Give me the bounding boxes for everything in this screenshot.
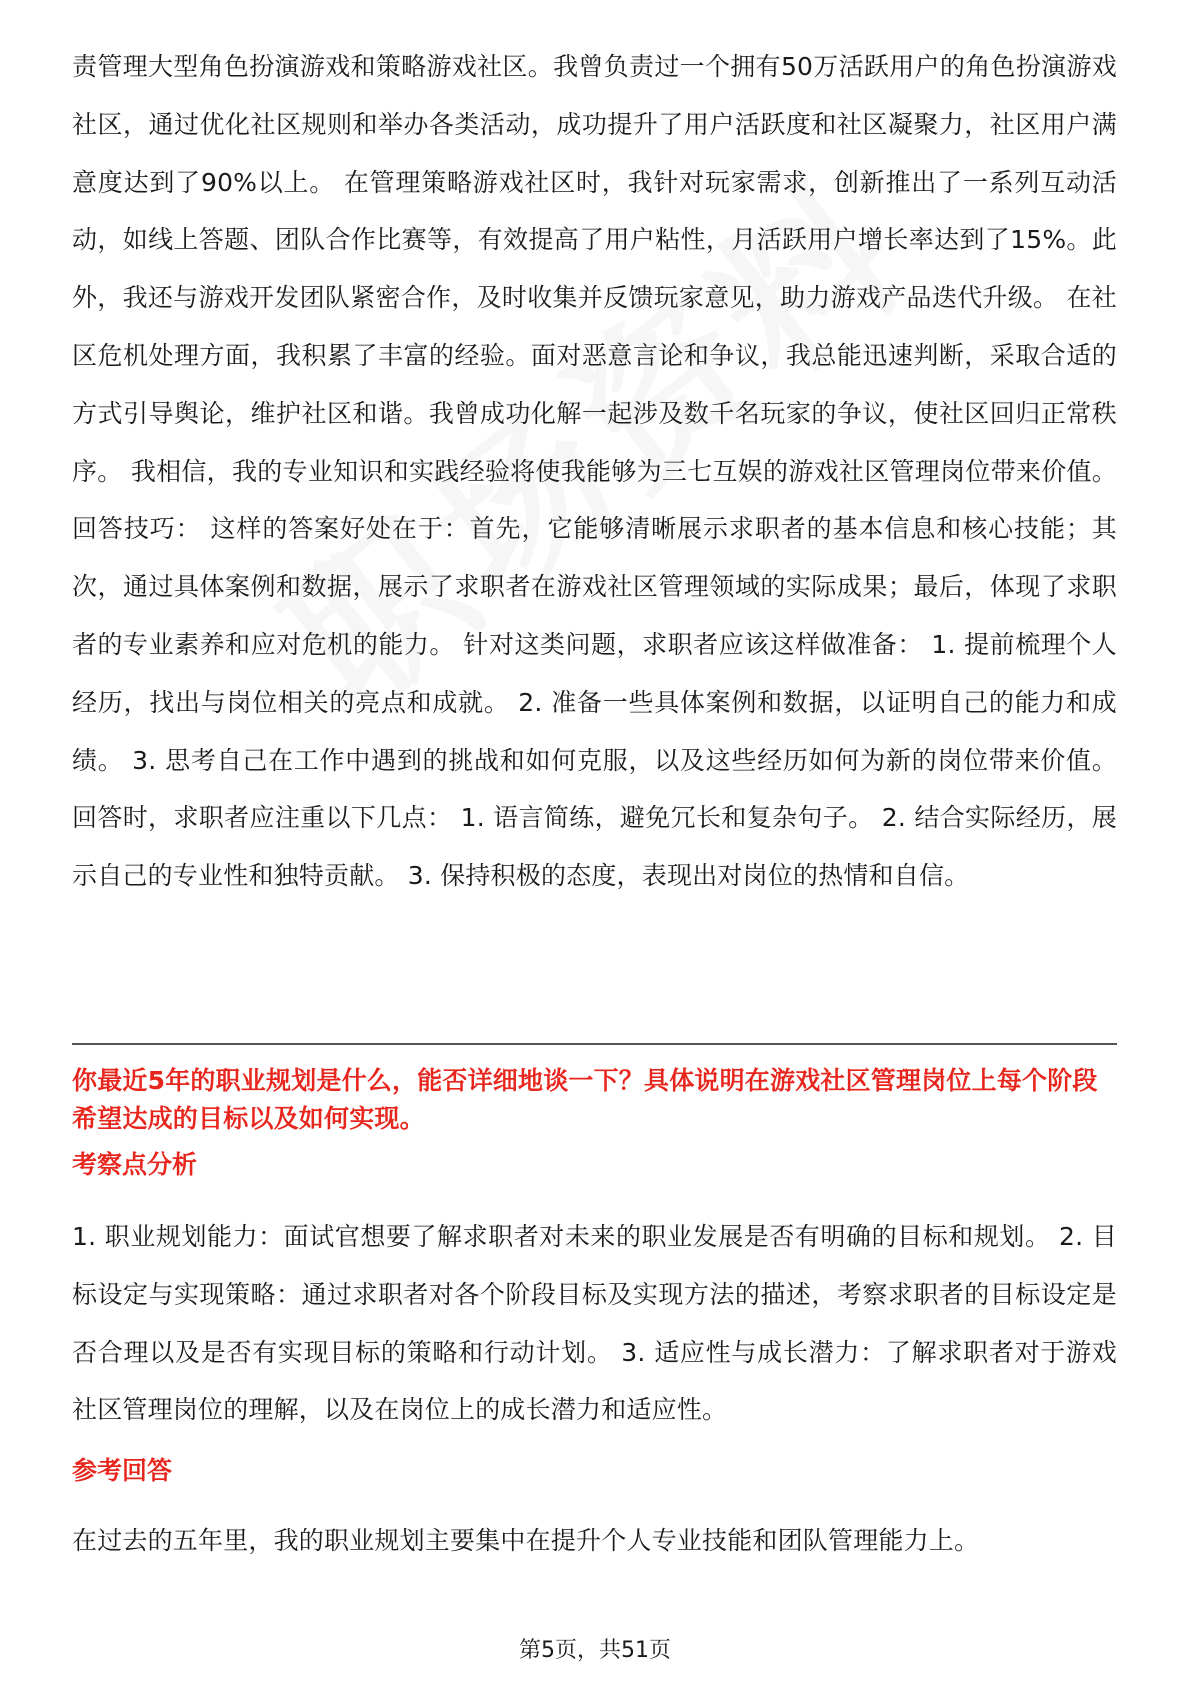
question-title: 你最近5年的职业规划是什么，能否详细地谈一下？具体说明在游戏社区管理岗位上每个阶段希望达成的目标以及如何实现。 [72,1066,1098,1133]
answer-heading: 参考回答 [72,1456,173,1485]
answer-text: 在过去的五年里，我的职业规划主要集中在提升个人专业技能和团队管理能力上。 [72,1526,980,1555]
page-number: 第5页，共51页 [519,1638,671,1663]
body-paragraph: 责管理大型角色扮演游戏和策略游戏社区。我曾负责过一个拥有50万活跃用户的角色扮演游戏社区，通过优化社区规则和举办各类活动，成功提升了用户活跃度和社区凝聚力，社区用户满意度达到了90%以上。 在管理策略游戏社区时，我针对玩家需求，创新推出了一系列互动活动，如线上答题、团队合作比赛等，有效提高了用户粘性，月活跃用户增长率达到了15%。此外，我还与游戏开发团队紧密合作，及时收集并反馈玩家意见，助力游戏产品迭代升级。 在社区危机处理方面，我积累了丰富的经验。面对恶意言论和争议，我总能迅速判断，采取合适的方式引导舆论，维护社区和谐。我曾成功化解一起涉及数千名玩家的争议，使社区回归正常秩序。 我相信，我的专业知识和实践经验将使我能够为三七互娱的游戏社区管理岗位带来价值。 回答技巧： 这样的答案好处在于：首先，它能够清晰展示求职者的基本信息和核心技能；其次，通过具体案例和数据，展示了求职者在游戏社区管理领域的实际成果；最后，体现了求职者的专业素养和应对危机的能力。 针对这类问题，求职者应该这样做准备： 1. 提前梳理个人经历，找出与岗位相关的亮点和成就。 2. 准备一些具体案例和数据，以证明自己的能力和成绩。 3. 思考自己在工作中遇到的挑战和如何克服，以及这些经历如何为新的岗位带来价值。 回答时，求职者应注重以下几点： 1. 语言简练，避免冗长和复杂句子。 2. 结合实际经历，展示自己的专业性和独特贡献。 3. 保持积极的态度，表现出对岗位的热情和自信。 [72,52,1117,891]
analysis-text: 1. 职业规划能力：面试官想要了解求职者对未来的职业发展是否有明确的目标和规划。 2. 目标设定与实现策略：通过求职者对各个阶段目标及实现方法的描述，考察求职者的目标设定是否合理以及是否有实现目标的策略和行动计划。 3. 适应性与成长潜力：了解求职者对于游戏社区管理岗位的理解，以及在岗位上的成长潜力和适应性。 [72,1222,1117,1425]
analysis-section [72,1208,1117,1439]
analysis-heading: 考察点分析 [72,1150,198,1179]
answer-section [72,1512,1117,1570]
document-body [72,38,1117,905]
section-divider [72,1043,1117,1045]
